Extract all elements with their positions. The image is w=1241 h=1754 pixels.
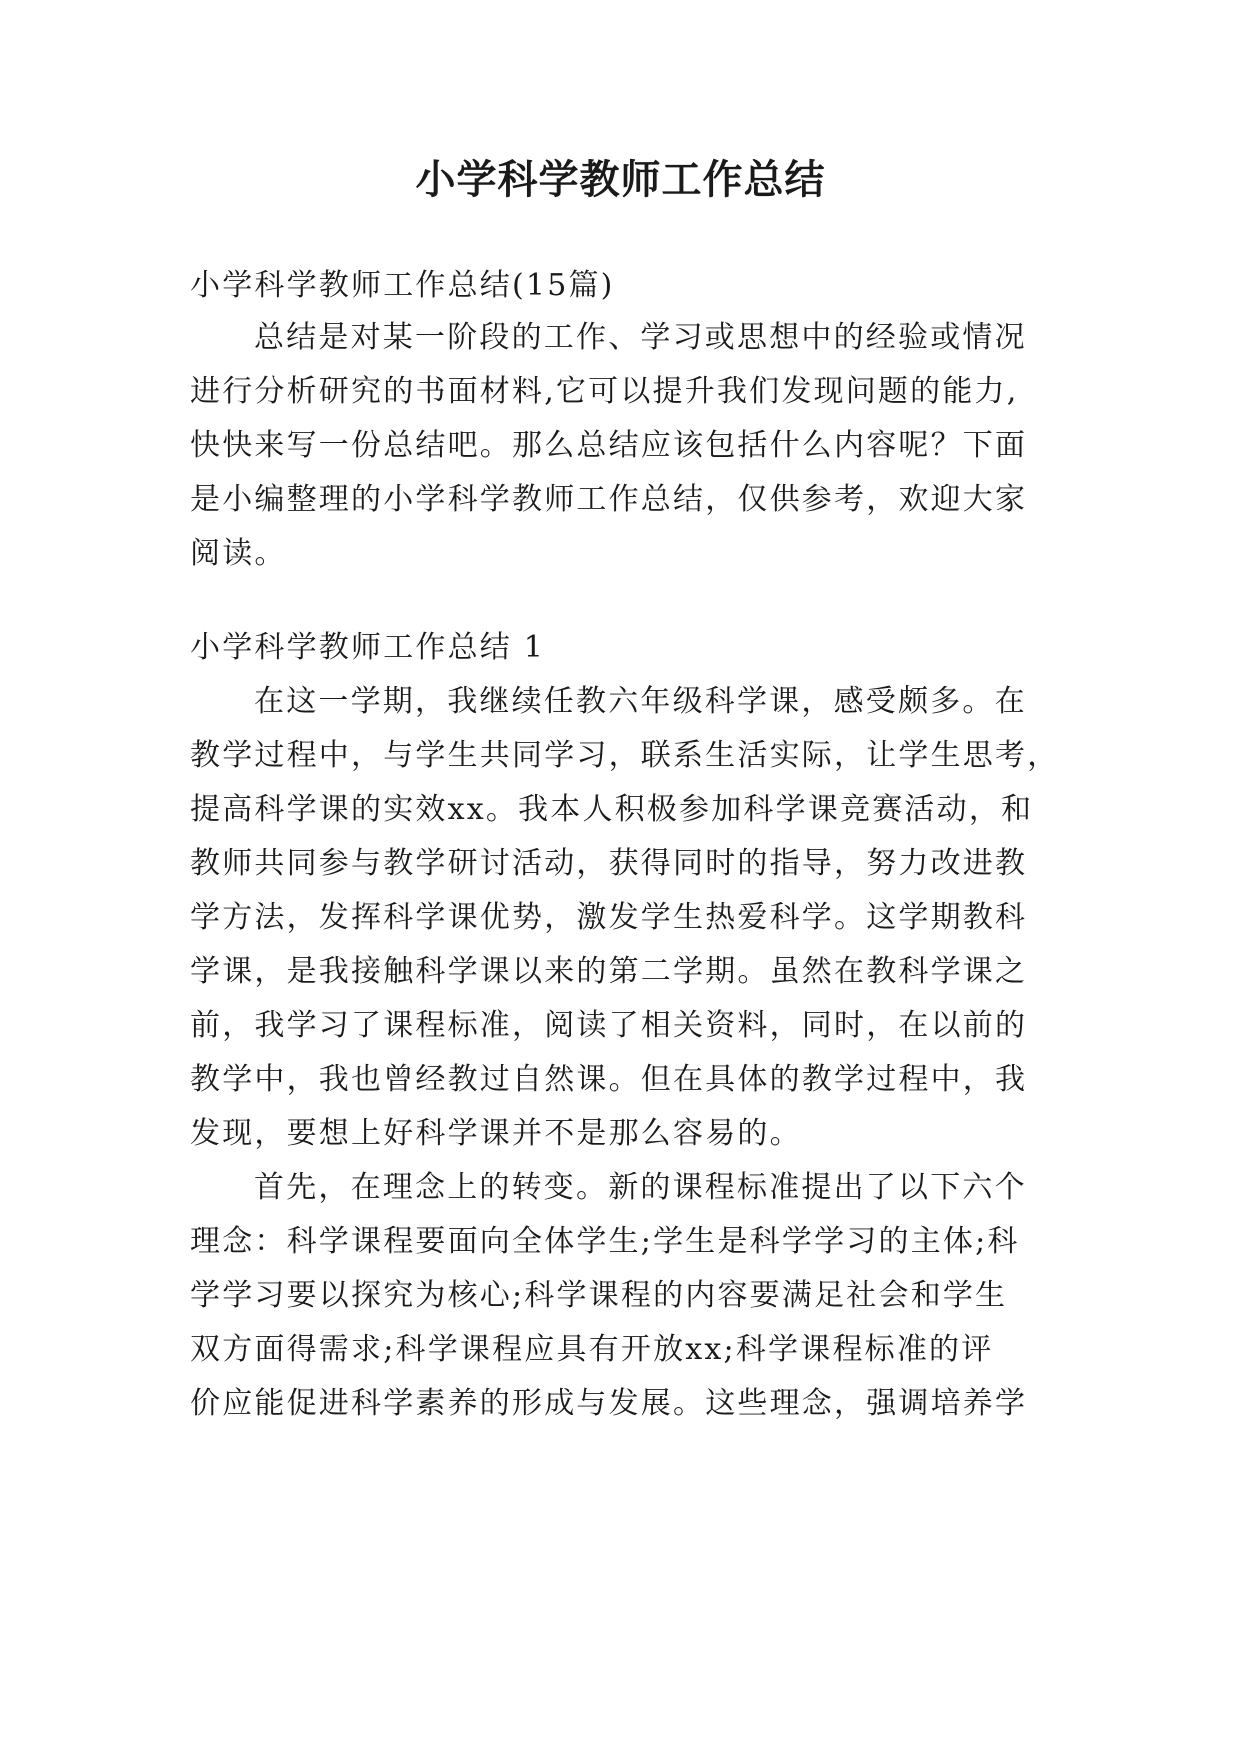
paragraph-line: 首先，在理念上的转变。新的课程标准提出了以下六个: [254, 1170, 1027, 1205]
paragraph-line: 教学中，我也曾经教过自然课。但在具体的教学过程中，我: [190, 1062, 1028, 1097]
paragraph-line: 前，我学习了课程标准，阅读了相关资料，同时，在以前的: [190, 1008, 1028, 1043]
paragraph-line: 提高科学课的实效xx。我本人积极参加科学课竞赛活动，和: [190, 792, 1034, 827]
intro-line: 进行分析研究的书面材料,它可以提升我们发现问题的能力,: [190, 374, 1019, 409]
paragraph-line: 发现，要想上好科学课并不是那么容易的。: [190, 1116, 802, 1151]
paragraph-line: 学学习要以探究为核心;科学课程的内容要满足社会和学生: [190, 1278, 1008, 1313]
intro-line: 阅读。: [190, 536, 287, 571]
paragraph-line: 双方面得需求;科学课程应具有开放xx;科学课程标准的评: [190, 1332, 994, 1367]
section-heading: 小学科学教师工作总结 1: [190, 630, 546, 665]
intro-line: 总结是对某一阶段的工作、学习或思想中的经验或情况: [254, 320, 1027, 355]
paragraph-line: 理念：科学课程要面向全体学生;学生是科学学习的主体;科: [190, 1224, 1020, 1259]
subtitle: 小学科学教师工作总结(15篇): [190, 268, 615, 303]
intro-line: 是小编整理的小学科学教师工作总结，仅供参考，欢迎大家: [190, 482, 1028, 517]
paragraph-line: 学方法，发挥科学课优势，激发学生热爱科学。这学期教科: [190, 900, 1028, 935]
paragraph-line: 教师共同参与教学研讨活动，获得同时的指导，努力改进教: [190, 846, 1028, 881]
intro-line: 快快来写一份总结吧。那么总结应该包括什么内容呢？下面: [190, 428, 1028, 463]
paragraph-line: 在这一学期，我继续任教六年级科学课，感受颇多。在: [254, 684, 1027, 719]
paragraph-line: 学课，是我接触科学课以来的第二学期。虽然在教科学课之: [190, 954, 1028, 989]
document-title: 小学科学教师工作总结: [415, 156, 826, 203]
paragraph-line: 教学过程中，与学生共同学习，联系生活实际，让学生思考，: [190, 738, 1060, 773]
paragraph-line: 价应能促进科学素养的形成与发展。这些理念，强调培养学: [190, 1386, 1028, 1421]
